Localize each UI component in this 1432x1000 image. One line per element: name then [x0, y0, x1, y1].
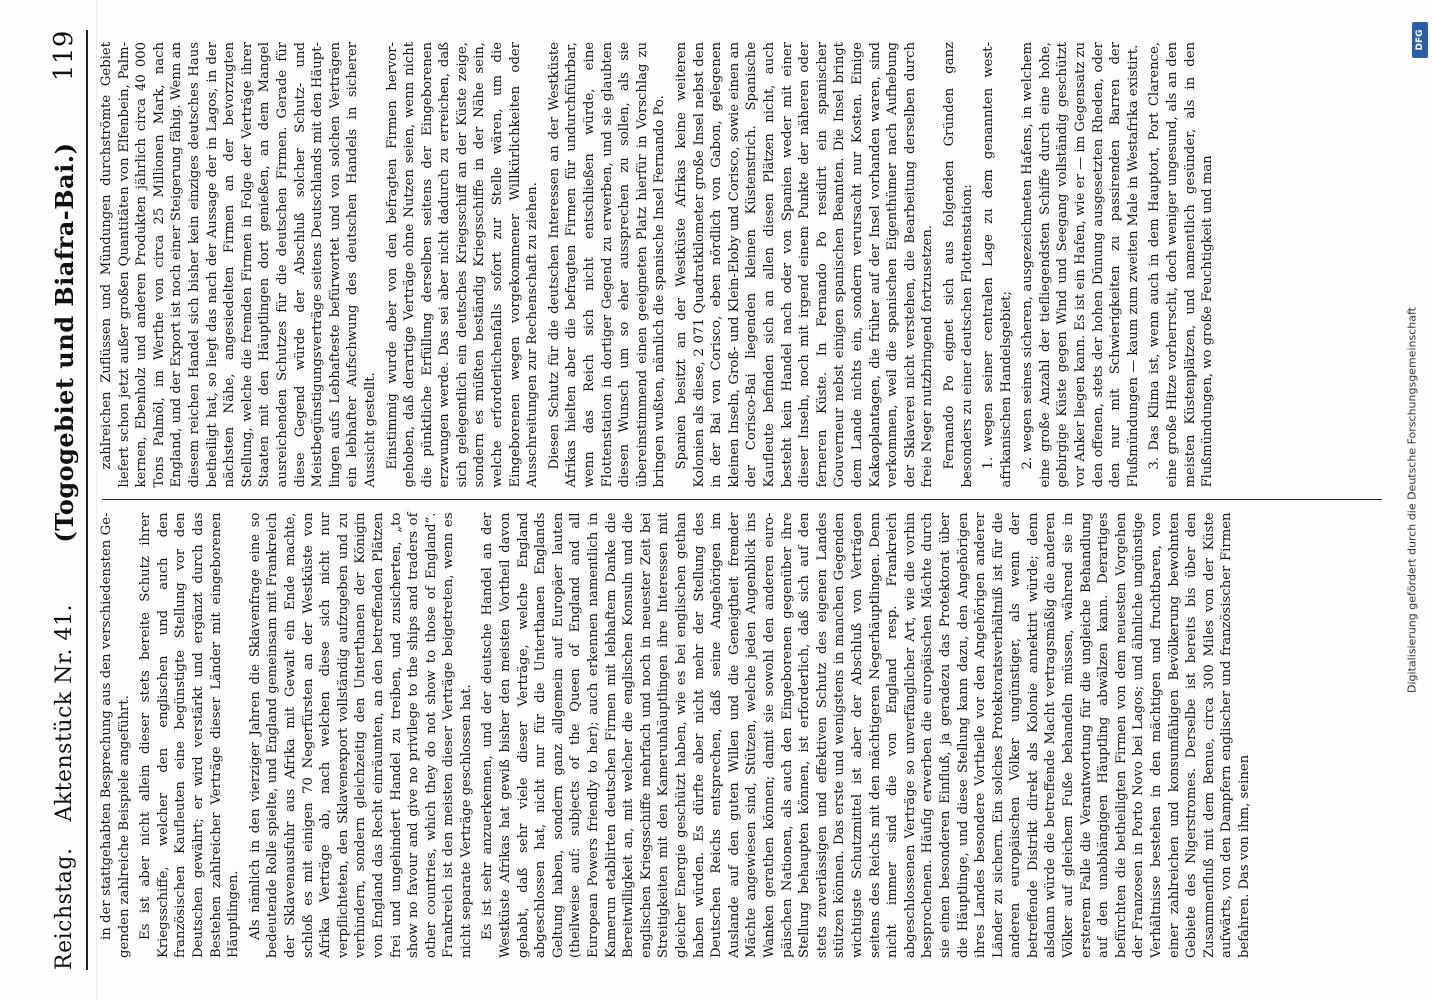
header-doc-label: Aktenstück Nr. 41. [51, 604, 77, 822]
dfg-logo-text: DFG [1415, 29, 1425, 51]
page-number: 119 [49, 30, 79, 82]
dfg-logo [1412, 22, 1428, 58]
paragraph: Es ist sehr anzuerkennen, und der deutsche Handel an der Westküste Afrikas hat gewiß bisher den meisten Vortheil davon gehabt, daß sehr viele dieser Verträge, welche England abgeschlossen hat, nicht nur für die Unterthanen Englands Geltung haben, sondern ganz allgemein auf Europäer lauten (theilweise auf: subjects of the Queen of England and all European Powers friendly to her); auch erkennen namentlich in Kamerun etablirten deutschen Firmen mit lebhaftem Danke die Bereitwilligkeit an, mit welcher die englischen Konsuln und die englischen Kriegsschiffe mehrfach und noch in neuester Zeit bei Streitigkeiten mit den Kamerunhäuptlingen ihre Interessen mit gleicher Energie geschützt haben, wie es bei englischen gethan haben würden. Es dürfte aber nicht mehr der Stellung des Deutschen Reichs entsprechen, daß seine Angehörigen im Auslande auf den guten Willen und die Geneigtheit fremder Mächte angewiesen sind, Stützen, welche jeden Augenblick ins Wanken gerathen können; damit sie sowohl den anderen europäischen Nationen, als auch den Eingeborenen gegenüber ihre Stellung behaupten können, ist erforderlich, daß sich auf den stets zuverlässigen und effektiven Schutz des eigenen Landes stützen können. Das erste und wenigstens in manchen Gegenden wichtigste Schutzmittel ist aber der Abschluß von Verträgen seitens des Reichs mit den mächtigeren Negerhäuptlingen. Denn nicht immer sind die von England resp. Frankreich abgeschlossenen Verträge so unverfänglicher Art, wie die vorhin besprochenen. Häufig erwerben die europäischen Mächte durch sie einen besonderen Einfluß, ja geradezu das Protektorat über die Häuptlinge, und diese Stellung kann dazu, den Angehörigen ihres Landes besondere Vortheile vor den Angehörigen anderer Länder zu sichern. Ein solches Protektoratsverhältniß ist für die anderen europäischen Völker ungünstiger, als wenn der betreffende Distrikt direkt als Kolonie annektirt würde; denn alsdann würde die betreffende Macht vertragsmäßig die anderen Völker auf gleichem Fuße behandeln müssen, während sie in ersterem Falle die Verantwortung für die ungleiche Behandlung auf den unabhängigen Häuptling abwälzen kann. Derartiges befürchten die betheiligten Firmen von dem neuesten Vorgehen der Franzosen in Porto Novo bei Lagos; und ähnliche ungünstige Verhältnisse bestehen in den mächtigen und fruchtbaren, von einer zahlreichen und konsumfähigen Bevölkerung bewohnten Gebiete des Nigerstromes. Derselbe ist bereits bis über den Zusammenfluß mit dem Benue, circa 300 Miles von der Küste aufwärts, von den Dampfern englischer und französischer Firmen befahren. Das von ihm, seinen [480, 512, 1252, 958]
header-left-title: Reichstag. [51, 847, 77, 970]
header-rule [86, 30, 88, 970]
header-center-title: (Togogebiet und Biafra-Bai.) [49, 142, 79, 543]
paragraph: in der stattgehabten Besprechung aus den verschiedensten Gegenden zahlreiche Beispiele angeführt. [99, 512, 132, 958]
paragraph: Fernando Po eignet sich aus folgenden Gründen ganz besonders zu einer deutschen Flottenstation: [941, 42, 975, 488]
rotated-newspaper-page [46, 30, 1386, 970]
paragraph: 3. Das Klima ist, wenn auch in dem Hauptort, Port Clarence, eine große Hitze vorherrscht, doch weniger ungesund, als an den meisten Küstenplätzen, und namentlich gesünder, als in den Flußmündungen, wo große Feuchtigkeit und man [1147, 42, 1216, 488]
paragraph: zahlreichen Zuflüssen und Mündungen durchströmte Gebiet liefert schon jetzt außer großen Quantitäten von Elfenbein, Palmkernen, Ebenholz und anderen Produkten jährlich circa 40 000 Tons Palmöl, im Werthe von circa 25 Millionen Mark, nach England, und der Export ist noch einer Steigerung fähig. Wenn an diesem reichen Handel sich bisher kein einziges deutsches Haus betheiligt hat, so liegt das nach der Aussage der in Lagos, in der nächsten Nähe, angesiedelten Firmen an der bevorzugten Stellung, welche die fremden Firmen in Folge der Verträge ihrer Staaten mit den Häuptlingen dort genießen, an dem Mangel ausreichenden Schutzes für die deutschen Firmen. Gerade für diese Gegend würde der Abschluß solcher Schutz- und Meistbegünstigungsverträge seitens Deutschlands mit den Häuptlingen aufs Lebhafteste befürwortet und von solchen Verträgen ein lebhafter Aufschwung des deutschen Handels in sicherer Aussicht gestellt. [99, 42, 378, 488]
paragraph: Spanien besitzt an der Westküste Afrikas keine weiteren Kolonien als diese, 2 071 Quadratkilometer große Insel nebst den in der Bai von Corisco, eben nördlich von Gabon, gelegenen kleinen Inseln, Groß- und Klein-Eloby und Corisco, sowie einen an der Corisco-Bai liegenden kleinen Küstenstrich. Spanische Kaufleute befinden sich an allen diesen Plätzen nicht, auch besteht kein Handel nach oder von Spanien weder mit einer dieser Inseln, noch mit irgend einem Punkte der näheren oder ferneren Küste. In Fernando Po residirt ein spanischer Gouverneur nebst einigen spanischen Beamten. Die Insel bringt dem Lande nichts ein, sondern verursacht nur Kosten. Einige Kakaoplantagen, die früher auf der Insel vorhanden waren, sind verkommen, weil die spanischen Eigenthümer nach Aufhebung der Sklaverei nicht verstehen, die Bearbeitung derselben durch freie Neger nutzbringend fortzusetzen. [674, 42, 936, 488]
header-left [52, 604, 77, 970]
paragraph: Es ist aber nicht allein dieser stets bereite Schutz ihrer Kriegsschiffe, welcher den englischen und auch den französischen Kaufleuten eine begünstigte Stellung vor den Deutschen gewährt; er wird verstärkt und ergänzt durch das Bestehen zahlreicher Verträge dieser Länder mit eingeborenen Häuptlingen. [138, 512, 242, 958]
paragraph: 2. wegen seines sicheren, ausgezeichneten Hafens, in welchem eine große Anzahl der tiefliegendsten Schiffe durch eine hohe, gebirgige Küste gegen Wind und Seegang vollständig geschützt vor Anker liegen kann. Es ist ein Hafen, wie er — im Gegensatz zu den offenen, stets der hohen Dünung ausgesetzten Rheden, oder den nur mit Schwierigkeiten zu passirenden Barren der Flußmündungen — kaum zum zweiten Male in Westafrika existirt. [1020, 42, 1141, 488]
paragraph: 1. wegen seiner centralen Lage zu dem genannten westafrikanischen Handelsgebiet; [981, 42, 1014, 488]
paragraph: Als nämlich in den vierziger Jahren die Sklavenfrage eine so bedeutende Rolle spielte, und England gemeinsam mit Frankreich der Sklavenausfuhr aus Afrika mit Gewalt ein Ende machte, schloß es mit einigen 70 Negerfürsten an der Westküste von Afrika Verträge ab, nach welchen diese sich nicht nur verpflichteten, den Sklavenexport vollständig aufzugeben und zu verhindern, sondern gleichzeitig den Unterthanen der Königin von England das Recht einräumten, an den betreffenden Plätzen frei und ungehindert Handel zu treiben, und zusicherten, „to show no favour and give no privilege to the ships and traders of other countries, which they do not show to those of England“. Frankreich ist den meisten dieser Verträge beigetreten, wenn es nicht separate Verträge geschlossen hat. [247, 512, 474, 958]
column-left [98, 501, 1386, 971]
column-divider [102, 500, 1382, 501]
paragraph: Diesen Schutz für die deutschen Interessen an der Westküste Afrikas hielten aber die befragten Firmen für undurchführbar, wenn das Reich sich nicht entschließen würde, eine Flottenstation in dortiger Gegend zu erwerben, und sie glaubten diesen Wunsch um so eher aussprechen zu sollen, als sie übereinstimmend einen geeigneten Platz hierfür in Vorschlag zu bringen wußten, nämlich die spanische Insel Fernando Po. [546, 42, 668, 488]
column-right [98, 30, 1386, 500]
dfg-credit [1392, 0, 1432, 1000]
text-columns [98, 30, 1386, 970]
dfg-credit-text: Digitalisierung gefördert durch die Deutsche Forschungsgemeinschaft [1405, 307, 1419, 693]
page-header [46, 30, 82, 970]
paragraph: Einstimmig wurde aber von den befragten Firmen hervorgehoben, daß derartige Verträge ohne Nutzen seien, wenn nicht die pünktliche Erfüllung derselben seitens der Eingeborenen erzwungen werde. Das sei aber nicht dadurch zu erreichen, daß sich gelegentlich ein deutsches Kriegsschiff an der Küste zeige, sondern es müßten beständig Kriegsschiffe in der Nähe sein, welche erforderlichenfalls sofort zur Stelle wären, um die Eingeborenen wegen vorgekommener Willkürlichkeiten oder Ausschreitungen zur Rechenschaft zu ziehen. [384, 42, 541, 488]
